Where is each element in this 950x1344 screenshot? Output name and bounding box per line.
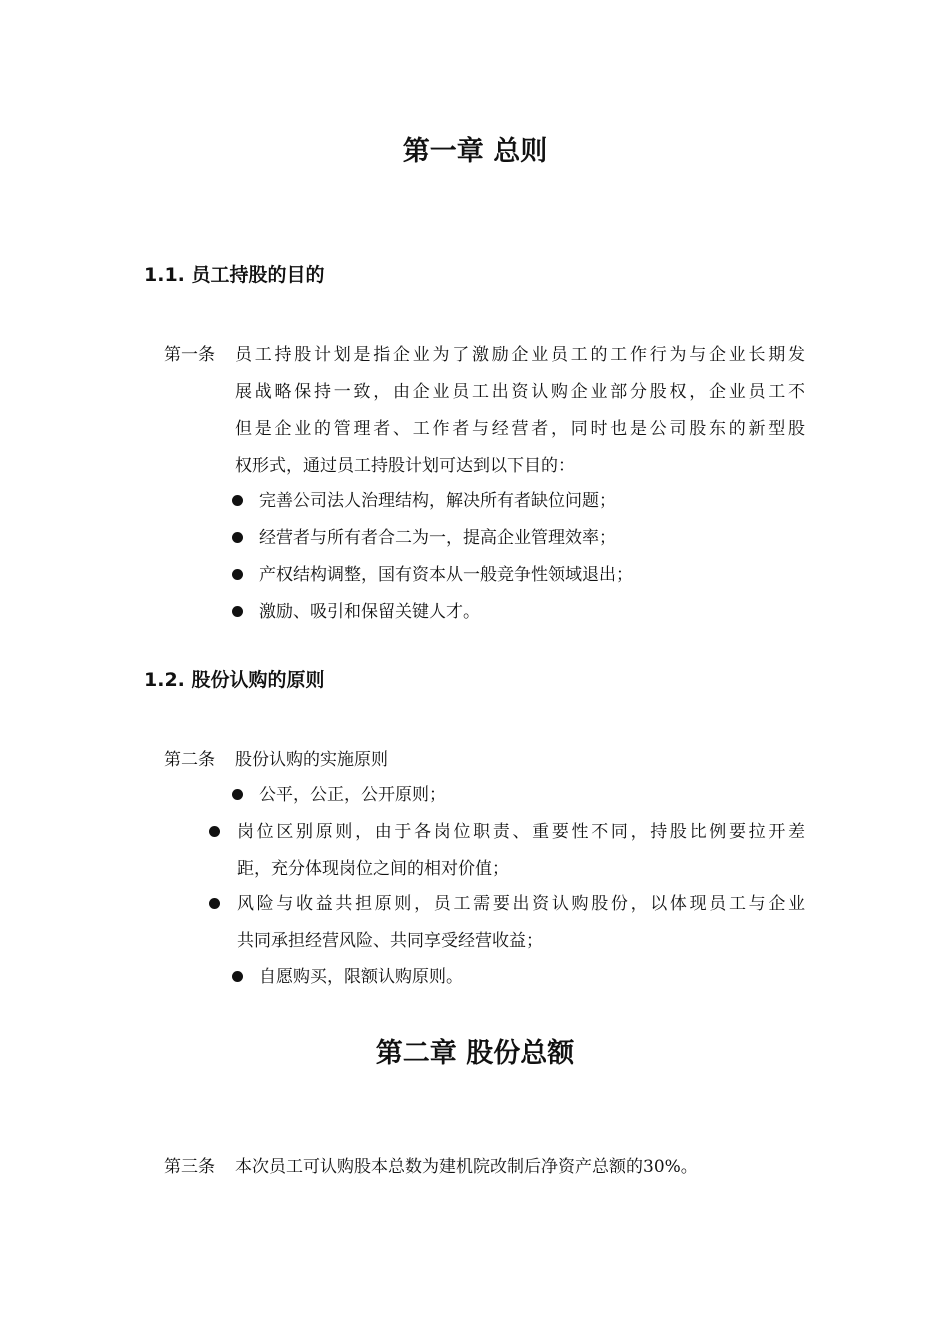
article-2-bullet-2-line-1: 岗位区别原则，由于各岗位职责、重要性不同，持股比例要拉开差: [237, 822, 805, 842]
section-1-2-heading: 1.2. 股份认购的原则: [144, 669, 325, 691]
article-1-bullet-2: 经营者与所有者合二为一，提高企业管理效率；: [259, 528, 616, 548]
article-2-bullet-4: 自愿购买，限额认购原则。: [259, 967, 463, 987]
chapter-2-title: 第二章 股份总额: [375, 1038, 575, 1069]
bullet-icon: [232, 569, 243, 580]
article-1-line-4: 权形式，通过员工持股计划可达到以下目的：: [235, 456, 575, 476]
article-1-line-2: 展战略保持一致，由企业员工出资认购企业部分股权，企业员工不: [235, 382, 805, 402]
article-3-text: 本次员工可认购股本总数为建机院改制后净资产总额的30%。: [235, 1157, 698, 1177]
article-1-line-3: 但是企业的管理者、工作者与经营者，同时也是公司股东的新型股: [235, 419, 805, 439]
article-2-bullet-1: 公平，公正，公开原则；: [259, 785, 446, 805]
bullet-icon: [209, 826, 220, 837]
section-1-1-heading: 1.1. 员工持股的目的: [144, 264, 325, 286]
article-1-line-1: 员工持股计划是指企业为了激励企业员工的工作行为与企业长期发: [235, 345, 805, 365]
bullet-icon: [232, 606, 243, 617]
article-3-label: 第三条: [164, 1157, 215, 1177]
article-2-label: 第二条: [164, 750, 215, 770]
bullet-icon: [232, 495, 243, 506]
article-2-text: 股份认购的实施原则: [235, 750, 388, 770]
article-1-label: 第一条: [164, 345, 215, 365]
bullet-icon: [209, 898, 220, 909]
article-2-bullet-2-line-2: 距，充分体现岗位之间的相对价值；: [237, 859, 509, 879]
article-1-bullet-3: 产权结构调整，国有资本从一般竞争性领域退出；: [259, 565, 633, 585]
article-2-bullet-3-line-2: 共同承担经营风险、共同享受经营收益；: [237, 931, 543, 951]
bullet-icon: [232, 971, 243, 982]
article-1-bullet-4: 激励、吸引和保留关键人才。: [259, 602, 480, 622]
article-1-bullet-1: 完善公司法人治理结构，解决所有者缺位问题；: [259, 491, 616, 511]
chapter-1-title: 第一章 总则: [402, 136, 548, 167]
bullet-icon: [232, 789, 243, 800]
bullet-icon: [232, 532, 243, 543]
article-2-bullet-3-line-1: 风险与收益共担原则，员工需要出资认购股份，以体现员工与企业: [237, 894, 805, 914]
